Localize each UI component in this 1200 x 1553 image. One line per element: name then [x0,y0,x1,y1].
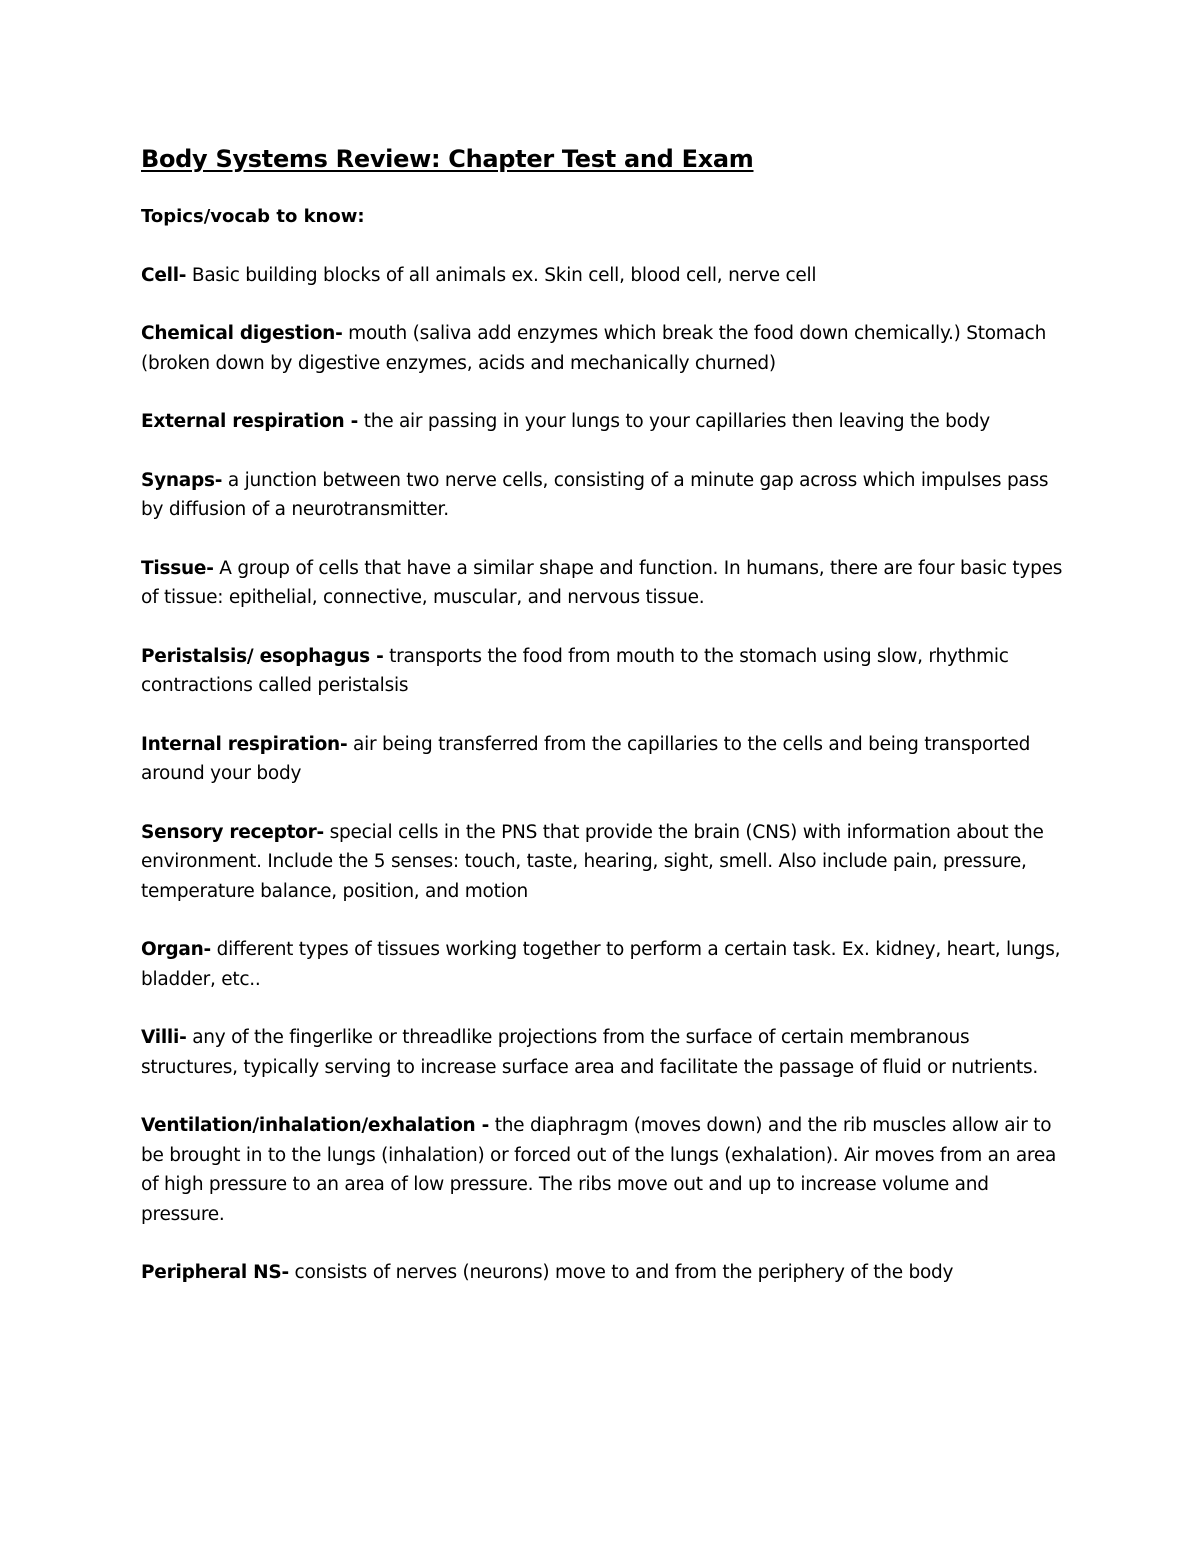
vocab-definition: A group of cells that have a similar shape and function. In humans, there are four basic types of tissue: epithelial, connective, muscular, and nervous tissue. [141,557,1063,608]
topics-subheading: Topics/vocab to know: [141,206,365,227]
vocab-term: Peristalsis/ esophagus - [141,645,384,667]
vocab-term: Cell- [141,264,187,286]
vocab-definition: any of the fingerlike or threadlike projections from the surface of certain membranous structures, typically serving to increase surface area and facilitate the passage of fluid or nutrients. [141,1027,1038,1078]
vocab-entry-peristalsis [141,642,1066,701]
vocab-term: Sensory receptor- [141,821,324,843]
vocab-entry-organ [141,935,1066,994]
vocab-entry-synaps [141,466,1066,525]
vocab-entry-internal-respiration [141,730,1066,789]
vocab-entry-sensory-receptor [141,818,1066,907]
vocab-term: Peripheral NS- [141,1262,289,1283]
vocab-entry-chemical-digestion [141,319,1066,378]
vocab-term: Internal respiration- [141,733,348,755]
vocab-definition: special cells in the PNS that provide the brain (CNS) with information about the environment. Include the 5 senses: touch, taste, hearing, sight, smell. Also include pain, pressure, temperature balance, position, and motion [141,821,1044,902]
vocab-term: Organ- [141,939,211,960]
vocab-entry-peripheral-ns [141,1258,1066,1288]
vocab-entry-ventilation [141,1111,1066,1229]
vocab-definition: the air passing in your lungs to your capillaries then leaving the body [363,411,990,432]
vocab-term: Tissue- [141,557,214,579]
vocab-term: Synaps- [141,469,223,491]
page-title: Body Systems Review: Chapter Test and Exam [141,145,754,173]
vocab-entry-tissue [141,554,1066,613]
vocab-term: Ventilation/inhalation/exhalation - [141,1115,490,1136]
vocab-term: Villi- [141,1027,187,1048]
vocab-definition: Basic building blocks of all animals ex. Skin cell, blood cell, nerve cell [191,264,817,286]
vocab-definition: consists of nerves (neurons) move to and from the periphery of the body [294,1262,954,1283]
vocab-definition: air being transferred from the capillaries to the cells and being transported around your body [141,733,1031,784]
vocab-term: Chemical digestion- [141,323,343,344]
vocab-definition: transports the food from mouth to the stomach using slow, rhythmic contractions called peristalsis [141,645,1009,696]
vocab-entry-cell [141,261,1066,291]
vocab-entry-villi [141,1023,1066,1082]
document-content [141,142,1066,1317]
vocab-definition: the diaphragm (moves down) and the rib muscles allow air to be brought in to the lungs (inhalation) or forced out of the lungs (exhalation). Air moves from an area of high pressure to an area of low pressure. The ribs move out and up to increase volume and pressure. [141,1115,1057,1225]
vocab-definition: different types of tissues working together to perform a certain task. Ex. kidney, heart, lungs, bladder, etc.. [141,939,1061,990]
vocab-definition: a junction between two nerve cells, consisting of a minute gap across which impulses pass by diffusion of a neurotransmitter. [141,469,1049,520]
vocab-entry-external-respiration [141,407,1066,437]
vocab-term: External respiration - [141,411,359,432]
vocab-definition: mouth (saliva add enzymes which break the food down chemically.) Stomach (broken down by digestive enzymes, acids and mechanically churned) [141,323,1047,374]
